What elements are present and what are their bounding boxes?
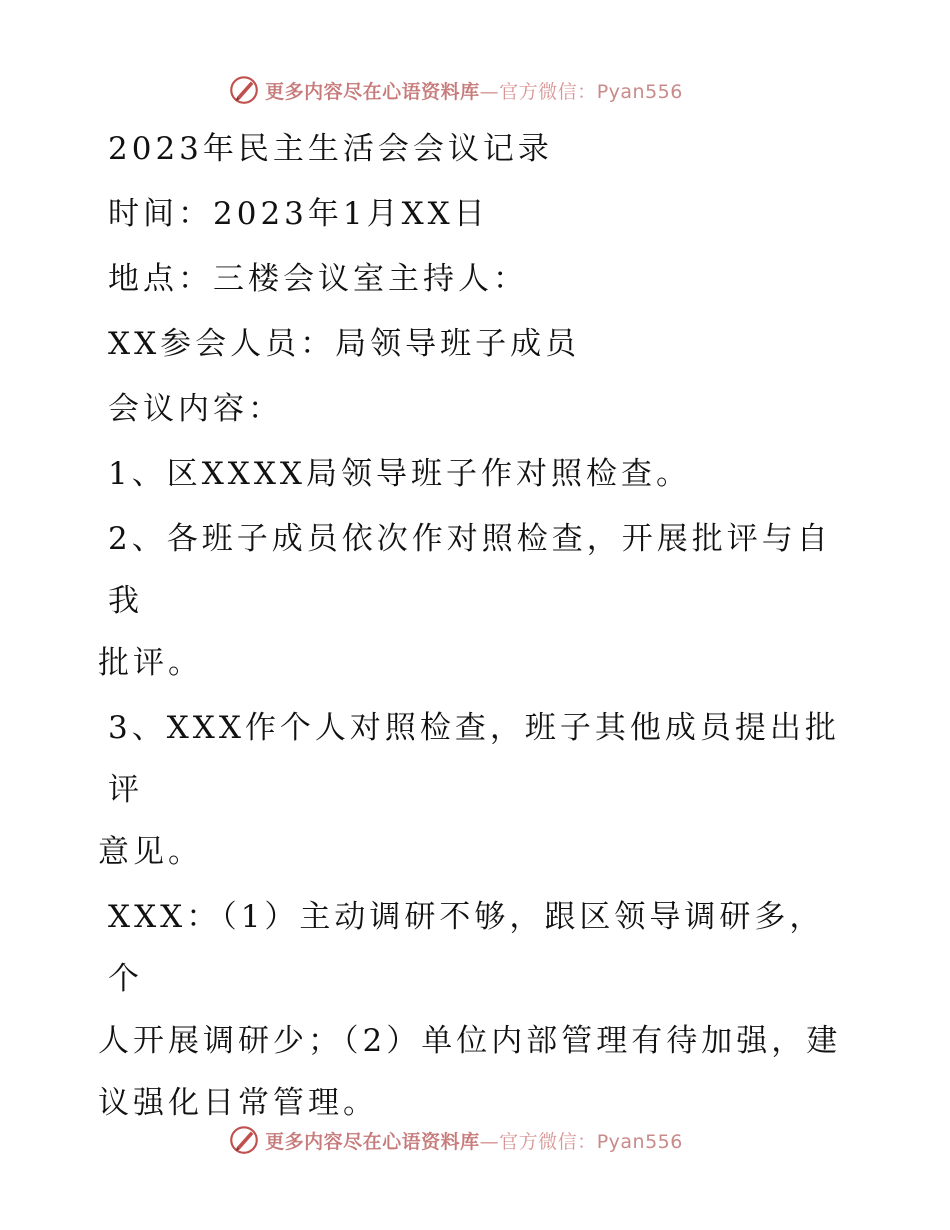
watermark-text: 更多内容尽在心语资料库—官方微信：Pyan556 <box>265 1130 683 1153</box>
document-body <box>98 118 848 1134</box>
agenda-item-3-line-2: 意见。 <box>98 834 203 870</box>
footer-watermark <box>0 1120 950 1160</box>
document-title: 2023年民主生活会会议记录 <box>108 131 553 167</box>
agenda-item-2-line-1: 2、各班子成员依次作对照检查，开展批评与自我 <box>108 521 832 619</box>
pen-heart-logo-icon <box>227 1123 261 1157</box>
meeting-attendees: XX参会人员：局领导班子成员 <box>108 326 581 362</box>
watermark-text: 更多内容尽在心语资料库—官方微信：Pyan556 <box>265 80 683 103</box>
comment-line-2: 人开展调研少；（2）单位内部管理有待加强，建 <box>98 1023 842 1059</box>
header-watermark <box>0 70 950 110</box>
meeting-location: 地点：三楼会议室主持人： <box>108 261 528 297</box>
pen-heart-logo-icon <box>227 73 261 107</box>
agenda-item-3-line-1: 3、XXX作个人对照检查，班子其他成员提出批评 <box>108 710 840 808</box>
agenda-item-2-line-2: 批评。 <box>98 645 203 681</box>
comment-line-3: 议强化日常管理。 <box>98 1085 378 1121</box>
agenda-item-1: 1、区XXXX局领导班子作对照检查。 <box>108 456 691 492</box>
meeting-time: 时间：2023年1月XX日 <box>108 196 489 232</box>
comment-line-1: XXX：（1）主动调研不够，跟区领导调研多，个 <box>108 899 825 997</box>
content-label: 会议内容： <box>108 391 283 427</box>
